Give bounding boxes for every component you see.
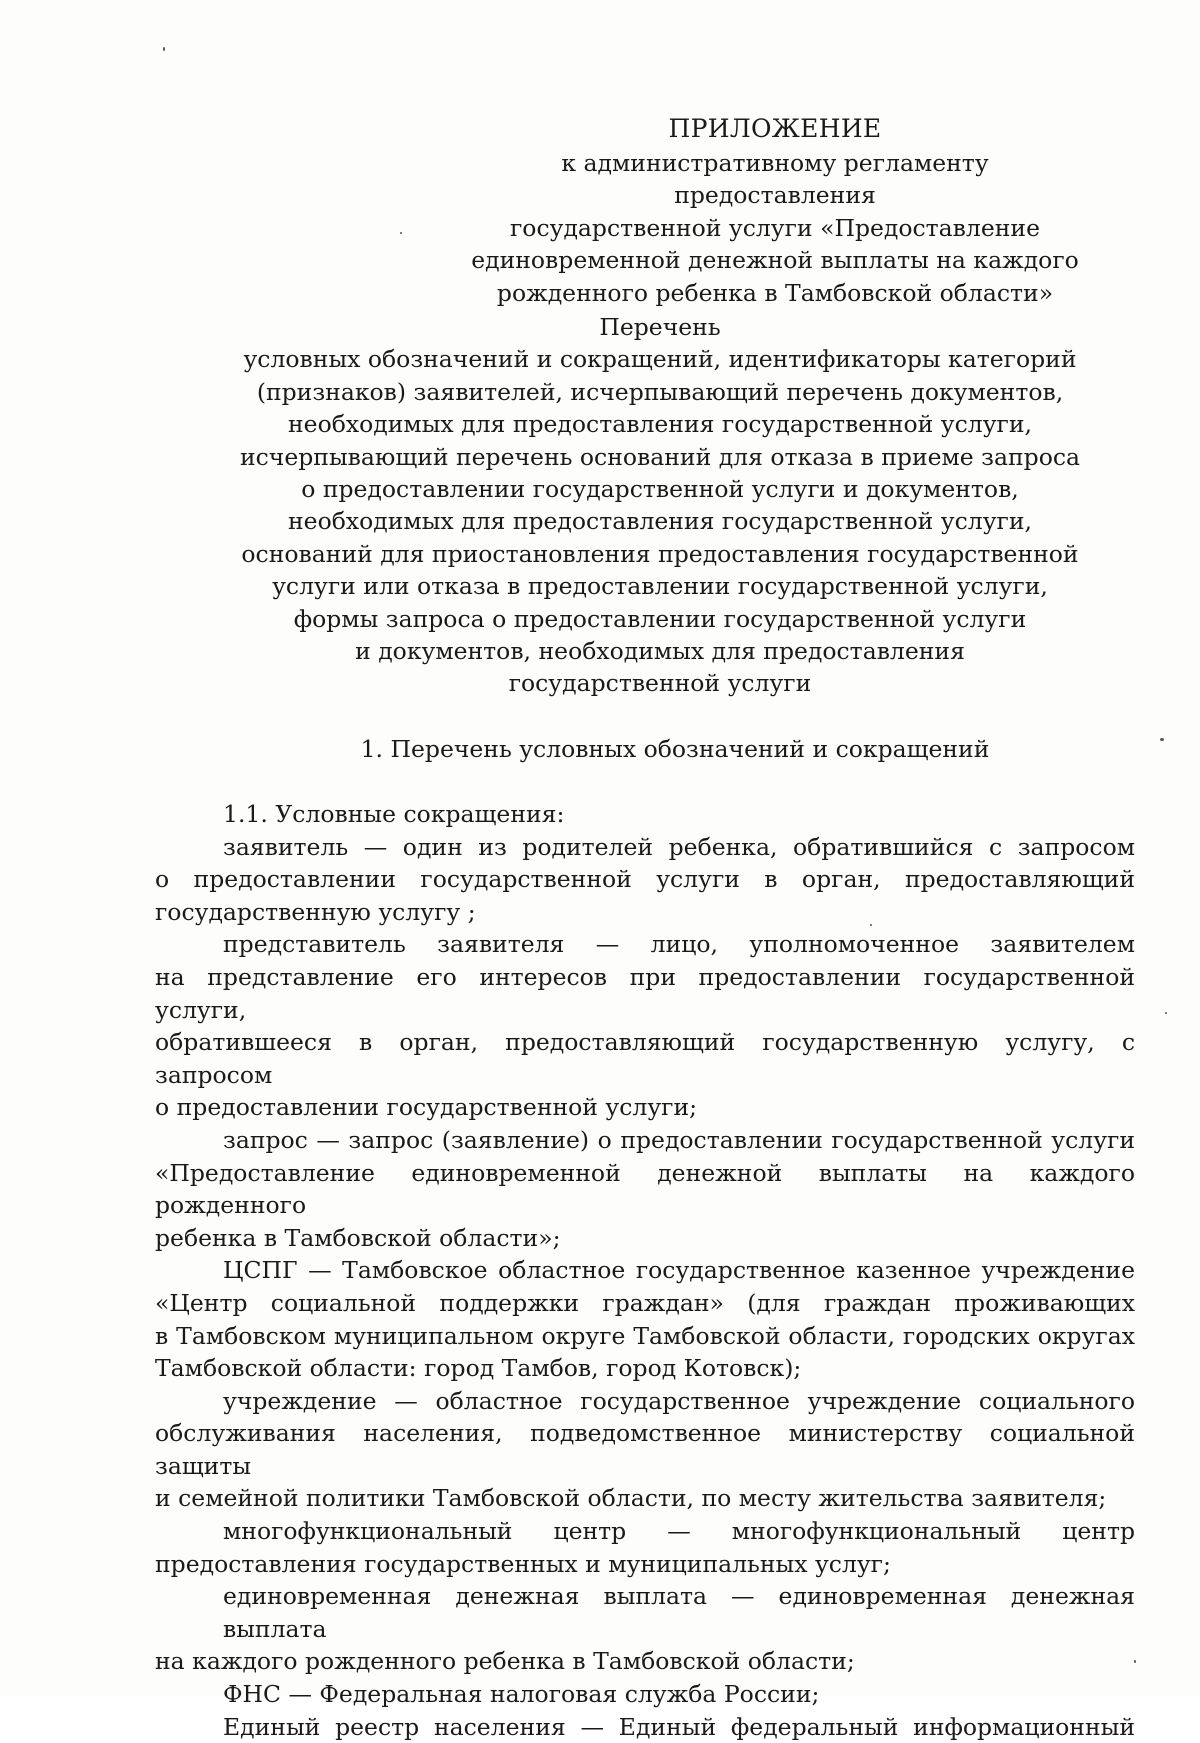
list-heading-line: необходимых для предоставления государственной услуги, [288,410,1032,439]
list-heading [235,311,1085,700]
appendix-line: рожденного ребенка в Тамбовской области» [496,278,1054,307]
list-heading-line: и документов, необходимых для предоставления [355,637,965,666]
scan-speck [163,47,165,51]
appendix-line: к административному регламенту предоставления [561,148,989,209]
body-line: государственную услугу ; [155,897,476,926]
appendix-header [470,113,1080,309]
body-line: в Тамбовском муниципальном округе Тамбовской области, городских округах [155,1321,1135,1350]
body-line: «Центр социальной поддержки граждан» (для граждан проживающих [155,1288,1135,1317]
list-heading-title: Перечень [599,313,721,341]
appendix-line: государственной услуги «Предоставление [510,213,1040,242]
list-heading-line: государственной услуги [508,669,812,698]
list-heading-line: оснований для приостановления предоставления государственной [241,539,1079,568]
scan-speck [400,232,402,234]
list-heading-line: (признаков) заявителей, исчерпывающий перечень документов, [256,377,1064,406]
list-heading-line: исчерпывающий перечень оснований для отказа в приеме запроса [239,442,1081,471]
body-line: обратившееся в орган, предоставляющий государственную услугу, с запросом [155,1028,1135,1089]
appendix-line: единовременной денежной выплаты на каждого [471,246,1079,274]
body-line: «Предоставление единовременной денежной выплаты на каждого рожденного [155,1158,1135,1220]
subsection-title: 1.1. Условные сокращения: [223,800,565,828]
list-heading-line: о предоставлении государственной услуги и документов, [301,475,1019,504]
body-line: предоставления государственных и муниципальных услуг; [155,1549,891,1578]
list-heading-line: формы запроса о предоставлении государственной услуги [293,604,1027,633]
body-line: ЦСПГ — Тамбовское областное государственное казенное учреждение [223,1256,1135,1285]
body-line: ребенка в Тамбовской области»; [155,1223,561,1252]
scan-speck [1160,738,1164,741]
body-line: и семейной политики Тамбовской области, по месту жительства заявителя; [155,1484,1107,1513]
body-line: обслуживания населения, подведомственное министерству социальной защиты [155,1419,1135,1480]
list-heading-line: услуги или отказа в предоставлении государственной услуги, [272,572,1048,601]
list-heading-line: условных обозначений и сокращений, идентификаторы категорий [243,345,1077,374]
section-body [155,798,1135,1743]
body-line: запрос — запрос (заявление) о предоставлении государственной услуги [223,1125,1135,1154]
body-line: ФНС — Федеральная налоговая служба России; [223,1680,820,1709]
section-title: 1. Перечень условных обозначений и сокращений [360,735,990,763]
scan-speck [870,924,872,926]
appendix-title: ПРИЛОЖЕНИЕ [668,114,882,143]
body-line: единовременная денежная выплата — единовременная денежная выплата [223,1582,1135,1643]
body-line: о предоставлении государственной услуги; [155,1093,698,1122]
scan-speck [1134,1660,1136,1663]
body-line: учреждение — областное государственное учреждение социального [223,1386,1135,1415]
body-line: представитель заявителя — лицо, уполномоченное заявителем [223,930,1135,959]
list-heading-line: необходимых для предоставления государственной услуги, [288,507,1032,536]
body-line: Тамбовской области: город Тамбов, город Котовск); [155,1354,802,1383]
body-line: на представление его интересов при предоставлении государственной услуги, [155,962,1135,1024]
scan-speck [1165,1012,1167,1014]
body-line: о предоставлении государственной услуги в орган, предоставляющий [155,865,1135,894]
body-line: Единый реестр населения — Единый федеральный информационный [223,1712,1135,1741]
body-line: заявитель — один из родителей ребенка, обратившийся с запросом [223,832,1135,861]
body-line: многофункциональный центр — многофункциональный центр [223,1517,1135,1546]
body-line: на каждого рожденного ребенка в Тамбовской области; [155,1647,855,1676]
